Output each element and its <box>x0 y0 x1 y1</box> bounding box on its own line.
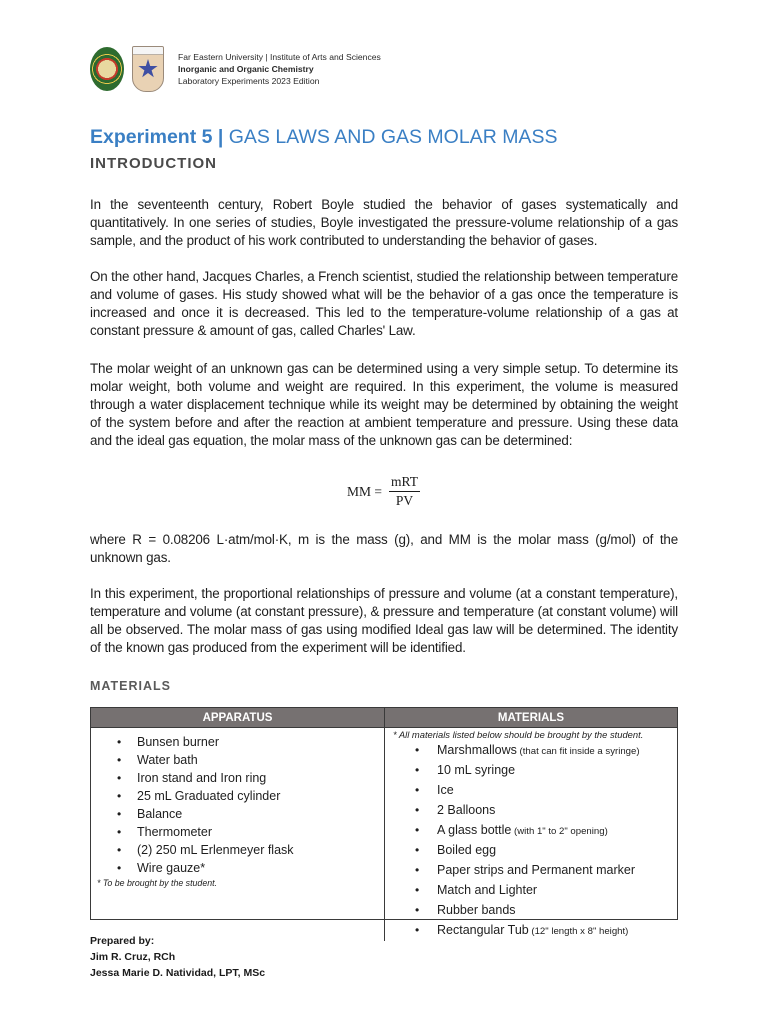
prepared-by-label: Prepared by: <box>90 935 155 947</box>
item-name: Paper strips and Permanent marker <box>437 863 636 877</box>
list-item: • Balance <box>91 805 384 823</box>
header-institution: Far Eastern University | Institute of Arts and Sciences <box>178 52 381 62</box>
introduction-heading: INTRODUCTION <box>90 155 217 172</box>
materials-note: * All materials listed below should be brought by the student. <box>393 729 644 740</box>
prepared-by-footer <box>90 933 265 981</box>
formula-numerator: mRT <box>389 474 420 492</box>
list-item: • Water bath <box>91 751 384 769</box>
experiment-number: Experiment 5 | <box>90 126 224 148</box>
list-item <box>385 821 677 841</box>
table-header-apparatus: APPARATUS <box>91 708 385 728</box>
apparatus-list <box>91 728 384 877</box>
star-emblem-icon <box>138 59 158 79</box>
item-detail: (that can fit inside a syringe) <box>516 746 640 757</box>
paragraph-molar-weight: The molar weight of an unknown gas can be determined using a very simple setup. To determine its molar weight, both volume and weight are required. In this experiment, the volume is measured through a water displacement technique while its weight may be determined by obtaining the weight of the system before and after the reaction at ambient temperature and pressure. Using these data and the ideal gas equation, the molar mass of the unknown gas can be determined: <box>90 361 678 448</box>
materials-table <box>90 707 678 937</box>
author-name: Jessa Marie D. Natividad, LPT, MSc <box>90 967 266 979</box>
experiment-name: GAS LAWS AND GAS MOLAR MASS <box>223 126 558 148</box>
list-item <box>385 841 677 861</box>
list-item: • Bunsen burner <box>91 733 384 751</box>
author-name: Jim R. Cruz, RCh <box>90 951 176 963</box>
list-item <box>385 861 677 881</box>
list-item <box>385 881 677 901</box>
list-item: • Thermometer <box>91 823 384 841</box>
header-edition: Laboratory Experiments 2023 Edition <box>178 76 320 86</box>
item-name: Rubber bands <box>437 903 516 917</box>
item-name: Ice <box>437 783 454 797</box>
item-detail: (with 1" to 2" opening) <box>511 826 608 837</box>
list-item <box>385 901 677 921</box>
paragraph-boyle: In the seventeenth century, Robert Boyle studied the behavior of gases systematically and quantitatively. In one series of studies, Boyle investigated the pressure-volume relationship of a gas sample, and the product of his work contributed to understanding the behavior of gases. <box>90 197 678 248</box>
shield-band <box>133 47 163 55</box>
item-name: Match and Lighter <box>437 883 538 897</box>
university-seal-icon <box>90 47 124 91</box>
molar-mass-formula <box>347 474 420 509</box>
apparatus-cell <box>91 728 385 941</box>
formula-denominator: PV <box>395 493 414 508</box>
list-item: • 25 mL Graduated cylinder <box>91 787 384 805</box>
list-item <box>385 781 677 801</box>
list-item <box>385 801 677 821</box>
item-detail: (12" length x 8" height) <box>528 926 629 937</box>
item-name: A glass bottle <box>437 823 512 837</box>
formula-fraction <box>389 474 420 509</box>
materials-list <box>385 741 677 941</box>
list-item: • Wire gauze* <box>91 859 384 877</box>
paragraph-objectives: In this experiment, the proportional relationships of pressure and volume (at a constant temperature), temperature and volume (at constant pressure), & pressure and temperature (at constant volume) will all be observed. The molar mass of gas using modified Ideal gas law will be determined. The identity of the known gas produced from the experiment will be identified. <box>90 586 678 655</box>
list-item: • Iron stand and Iron ring <box>91 769 384 787</box>
institute-shield-icon <box>132 46 164 92</box>
paragraph-constants: where R = 0.08206 L·atm/mol·K, m is the mass (g), and MM is the molar mass (g/mol) of the unknown gas. <box>90 532 678 565</box>
apparatus-note: * To be brought by the student. <box>97 878 217 888</box>
item-name: Marshmallows <box>437 743 517 757</box>
list-item: • (2) 250 mL Erlenmeyer flask <box>91 841 384 859</box>
header-text <box>178 51 381 87</box>
item-name: 10 mL syringe <box>437 763 516 777</box>
paragraph-charles: On the other hand, Jacques Charles, a French scientist, studied the relationship between temperature and volume of gases. His study showed what will be the behavior of a gas once the temperature is increased and once it is decreased. This led to the temperature-volume relationship of a gas at constant pressure & amount of gas, called Charles' Law. <box>90 269 678 338</box>
item-name: 2 Balloons <box>437 803 496 817</box>
page-title <box>90 126 557 149</box>
formula-lhs: MM = <box>347 483 382 499</box>
list-item <box>385 761 677 781</box>
header-course: Inorganic and Organic Chemistry <box>178 64 314 74</box>
item-name: Rectangular Tub <box>437 923 529 937</box>
list-item <box>385 741 677 761</box>
item-name: Boiled egg <box>437 843 497 857</box>
list-item <box>385 921 677 941</box>
document-header <box>90 44 381 94</box>
materials-cell <box>385 728 677 941</box>
materials-heading: MATERIALS <box>90 679 171 693</box>
table-header-materials: MATERIALS <box>385 708 677 728</box>
